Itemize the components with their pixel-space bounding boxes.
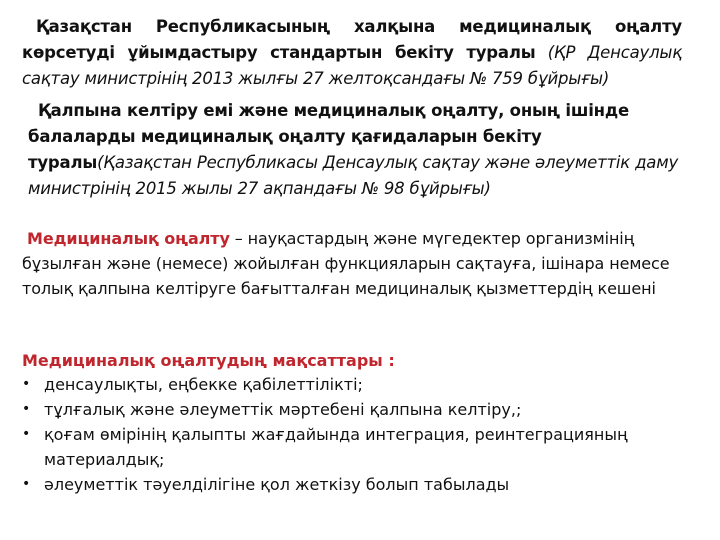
- goal-text: денсаулықты, еңбекке қабілеттілікті;: [44, 375, 363, 394]
- bullet-icon: •: [22, 426, 31, 442]
- bullet-icon: •: [22, 401, 31, 417]
- goal-text: қоғам өмірінің қалыпты жағдайында интеграция, реинтеграцияның материалдық;: [44, 425, 628, 469]
- order-759-reference: [22, 14, 682, 92]
- order-98-title: Қалпына келтіру емі және медициналық оңалту, оның ішінде балаларды медициналық оңалту қағидаларын бекіту туралы: [28, 101, 629, 172]
- order-98-source: (Қазақстан Республикасы Денсаулық сақтау және әлеуметтік даму министрінің 2015 жылы 27 ақпандағы № 98 бұйрығы): [28, 153, 679, 198]
- goals-list: [22, 372, 682, 497]
- list-item: [22, 372, 682, 397]
- definition-text: – науқастардың және мүгедектер организмінің бұзылған және (немесе) жойылған функцияларын сақтауға, ішінара немесе толық қалпына келтіруге бағытталған медициналық қызметтердің кешені: [22, 229, 670, 298]
- goal-text: әлеуметтік тәуелділігіне қол жеткізу болып табылады: [44, 475, 510, 494]
- bullet-icon: •: [22, 376, 31, 392]
- bullet-icon: •: [22, 476, 31, 492]
- goal-text: тұлғалық және әлеуметтік мәртебені қалпына келтіру,;: [44, 400, 522, 419]
- definition-term: Медициналық оңалту: [27, 229, 230, 248]
- list-item: [22, 472, 682, 497]
- order-759-title: Қазақстан Республикасының халқына медициналық оңалту көрсетуді ұйымдастыру стандартын бекіту туралы: [22, 17, 682, 62]
- rehabilitation-definition: [22, 226, 682, 301]
- list-item: [22, 397, 682, 422]
- list-item: [22, 422, 682, 472]
- order-98-reference: [28, 98, 683, 202]
- order-759-source: (ҚР Денсаулық сақтау министрінің 2013 жылғы 27 желтоқсандағы № 759 бұйрығы): [22, 43, 683, 88]
- goals-heading: Медициналық оңалтудың мақсаттары :: [22, 351, 395, 370]
